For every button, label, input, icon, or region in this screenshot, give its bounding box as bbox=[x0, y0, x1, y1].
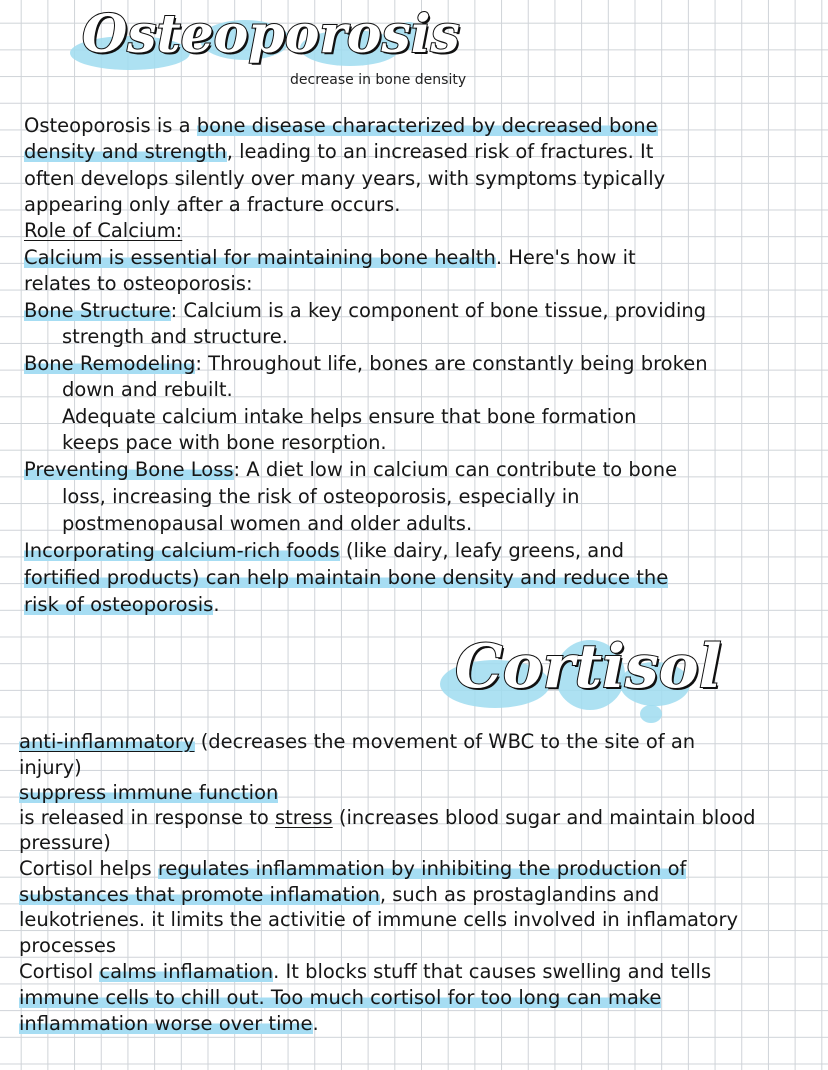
text-line: strength and structure. bbox=[62, 325, 288, 348]
text-line: down and rebuilt. bbox=[62, 378, 233, 401]
page-subtitle: decrease in bone density bbox=[290, 72, 467, 88]
text-line: loss, increasing the risk of osteoporosis, especially in bbox=[62, 485, 580, 508]
text-line: postmenopausal women and older adults. bbox=[62, 512, 473, 535]
text-line: immune cells to chill out. Too much cortisol for too long can make bbox=[19, 986, 662, 1009]
text-line: Bone Remodeling: Throughout life, bones are constantly being broken bbox=[24, 352, 708, 375]
text-line: Cortisol calms inflamation. It blocks stuff that causes swelling and tells bbox=[19, 960, 712, 983]
text-line: fortified products) can help maintain bone density and reduce the bbox=[24, 566, 669, 589]
page-title: Osteoporosis bbox=[82, 4, 460, 65]
text-line: Cortisol helps regulates inflammation by inhibiting the production of bbox=[19, 857, 687, 880]
text-line: injury) bbox=[19, 756, 82, 779]
section-title: Cortisol bbox=[455, 632, 722, 702]
text-line: processes bbox=[19, 934, 117, 957]
section-heading: Role of Calcium: bbox=[24, 219, 183, 242]
text-line: inflammation worse over time. bbox=[19, 1012, 319, 1035]
text-line: Calcium is essential for maintaining bone health. Here's how it bbox=[24, 246, 636, 269]
text-line: Adequate calcium intake helps ensure that bone formation bbox=[62, 405, 637, 428]
text-line: leukotrienes. it limits the activitie of immune cells involved in inflamatory bbox=[19, 908, 739, 931]
text-line: Osteoporosis is a bone disease characterized by decreased bone bbox=[24, 114, 658, 137]
text-line: is released in response to stress (increases blood sugar and maintain blood bbox=[19, 806, 756, 829]
text-line: anti-inflammatory (decreases the movement of WBC to the site of an bbox=[19, 730, 696, 753]
title-blob bbox=[640, 705, 662, 723]
text-line: suppress immune function bbox=[19, 781, 279, 804]
text-line: relates to osteoporosis: bbox=[24, 272, 253, 295]
text-line: Bone Structure: Calcium is a key component of bone tissue, providing bbox=[24, 299, 707, 322]
text-line: Incorporating calcium-rich foods (like dairy, leafy greens, and bbox=[24, 539, 624, 562]
text-line: often develops silently over many years, with symptoms typically bbox=[24, 167, 666, 190]
text-line: pressure) bbox=[19, 831, 111, 854]
text-line: keeps pace with bone resorption. bbox=[62, 431, 387, 454]
text-line: appearing only after a fracture occurs. bbox=[24, 193, 401, 216]
text-line: substances that promote inflamation, such as prostaglandins and bbox=[19, 883, 660, 906]
text-line: Preventing Bone Loss: A diet low in calcium can contribute to bone bbox=[24, 458, 678, 481]
text-line: density and strength, leading to an increased risk of fractures. It bbox=[24, 140, 654, 163]
text-line: risk of osteoporosis. bbox=[24, 593, 220, 616]
